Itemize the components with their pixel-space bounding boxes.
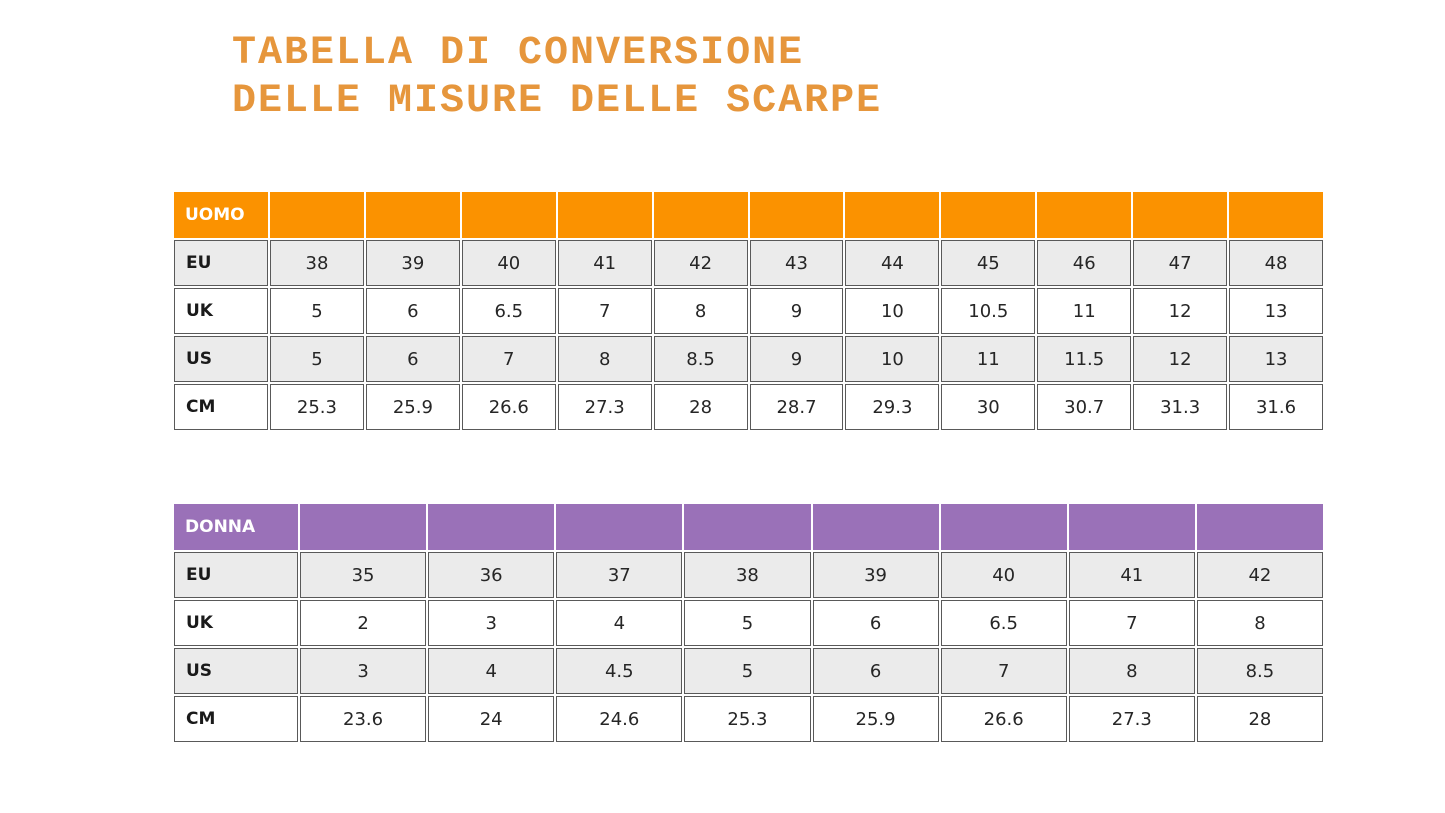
- size-value-cell: 44: [845, 240, 939, 286]
- size-value-cell: 38: [270, 240, 364, 286]
- table-header-row: [174, 192, 1323, 238]
- table-header-empty-cell: [1069, 504, 1195, 550]
- size-value-cell: 25.3: [270, 384, 364, 430]
- size-value-cell: 23.6: [300, 696, 426, 742]
- size-value-cell: 5: [684, 600, 810, 646]
- table-header-empty-cell: [462, 192, 556, 238]
- size-value-cell: 8: [1197, 600, 1323, 646]
- size-table-donna: [172, 502, 1325, 744]
- size-value-cell: 9: [750, 336, 844, 382]
- size-value-cell: 24.6: [556, 696, 682, 742]
- size-value-cell: 28: [654, 384, 748, 430]
- size-value-cell: 25.9: [813, 696, 939, 742]
- row-label: UK: [174, 288, 268, 334]
- size-value-cell: 13: [1229, 288, 1323, 334]
- table-header-empty-cell: [556, 504, 682, 550]
- size-value-cell: 10: [845, 288, 939, 334]
- size-value-cell: 30.7: [1037, 384, 1131, 430]
- page-title: [232, 30, 882, 126]
- size-value-cell: 29.3: [845, 384, 939, 430]
- size-value-cell: 5: [270, 288, 364, 334]
- size-value-cell: 27.3: [558, 384, 652, 430]
- size-value-cell: 3: [300, 648, 426, 694]
- size-value-cell: 46: [1037, 240, 1131, 286]
- size-value-cell: 42: [1197, 552, 1323, 598]
- row-label: EU: [174, 240, 268, 286]
- size-value-cell: 40: [462, 240, 556, 286]
- table-row: [174, 648, 1323, 694]
- table-row: [174, 696, 1323, 742]
- size-value-cell: 41: [1069, 552, 1195, 598]
- size-value-cell: 8.5: [654, 336, 748, 382]
- size-value-cell: 8: [1069, 648, 1195, 694]
- size-value-cell: 7: [941, 648, 1067, 694]
- size-value-cell: 47: [1133, 240, 1227, 286]
- size-value-cell: 45: [941, 240, 1035, 286]
- table-header-empty-cell: [1229, 192, 1323, 238]
- table-header-row: [174, 504, 1323, 550]
- size-value-cell: 24: [428, 696, 554, 742]
- table-header-empty-cell: [654, 192, 748, 238]
- size-value-cell: 9: [750, 288, 844, 334]
- size-value-cell: 25.3: [684, 696, 810, 742]
- table-header-empty-cell: [813, 504, 939, 550]
- size-value-cell: 6.5: [462, 288, 556, 334]
- table-title-cell: DONNA: [174, 504, 298, 550]
- table-row: [174, 288, 1323, 334]
- size-value-cell: 42: [654, 240, 748, 286]
- size-value-cell: 4: [556, 600, 682, 646]
- table-header-empty-cell: [750, 192, 844, 238]
- size-value-cell: 6: [813, 600, 939, 646]
- size-value-cell: 31.6: [1229, 384, 1323, 430]
- size-value-cell: 28: [1197, 696, 1323, 742]
- size-value-cell: 31.3: [1133, 384, 1227, 430]
- size-value-cell: 28.7: [750, 384, 844, 430]
- table-header-empty-cell: [845, 192, 939, 238]
- size-value-cell: 5: [270, 336, 364, 382]
- row-label: CM: [174, 384, 268, 430]
- size-value-cell: 11: [1037, 288, 1131, 334]
- size-value-cell: 10: [845, 336, 939, 382]
- row-label: US: [174, 336, 268, 382]
- size-value-cell: 43: [750, 240, 844, 286]
- size-value-cell: 8: [654, 288, 748, 334]
- size-value-cell: 25.9: [366, 384, 460, 430]
- size-table-uomo: [172, 190, 1325, 432]
- row-label: CM: [174, 696, 298, 742]
- table-header-empty-cell: [428, 504, 554, 550]
- size-value-cell: 11.5: [1037, 336, 1131, 382]
- table-header-empty-cell: [684, 504, 810, 550]
- table-row: [174, 384, 1323, 430]
- size-value-cell: 6: [366, 336, 460, 382]
- table-header-empty-cell: [558, 192, 652, 238]
- size-value-cell: 13: [1229, 336, 1323, 382]
- table-row: [174, 336, 1323, 382]
- table-header-empty-cell: [300, 504, 426, 550]
- size-value-cell: 2: [300, 600, 426, 646]
- size-value-cell: 41: [558, 240, 652, 286]
- row-label: US: [174, 648, 298, 694]
- size-value-cell: 26.6: [462, 384, 556, 430]
- size-value-cell: 8.5: [1197, 648, 1323, 694]
- size-value-cell: 39: [813, 552, 939, 598]
- row-label: EU: [174, 552, 298, 598]
- size-value-cell: 4: [428, 648, 554, 694]
- table-row: [174, 600, 1323, 646]
- size-value-cell: 36: [428, 552, 554, 598]
- table-row: [174, 552, 1323, 598]
- size-value-cell: 10.5: [941, 288, 1035, 334]
- table-title-cell: UOMO: [174, 192, 268, 238]
- size-value-cell: 7: [462, 336, 556, 382]
- table-header-empty-cell: [1197, 504, 1323, 550]
- size-value-cell: 40: [941, 552, 1067, 598]
- size-value-cell: 6: [366, 288, 460, 334]
- size-value-cell: 7: [558, 288, 652, 334]
- size-value-cell: 12: [1133, 288, 1227, 334]
- page-title-line-1: TABELLA DI CONVERSIONE: [232, 31, 805, 76]
- size-value-cell: 6.5: [941, 600, 1067, 646]
- table-header-empty-cell: [941, 504, 1067, 550]
- table-header-empty-cell: [270, 192, 364, 238]
- size-value-cell: 39: [366, 240, 460, 286]
- size-value-cell: 5: [684, 648, 810, 694]
- table-header-empty-cell: [1037, 192, 1131, 238]
- row-label: UK: [174, 600, 298, 646]
- size-value-cell: 7: [1069, 600, 1195, 646]
- size-value-cell: 26.6: [941, 696, 1067, 742]
- size-value-cell: 8: [558, 336, 652, 382]
- size-value-cell: 30: [941, 384, 1035, 430]
- size-value-cell: 3: [428, 600, 554, 646]
- size-value-cell: 11: [941, 336, 1035, 382]
- table-header-empty-cell: [941, 192, 1035, 238]
- table-row: [174, 240, 1323, 286]
- size-value-cell: 48: [1229, 240, 1323, 286]
- size-value-cell: 6: [813, 648, 939, 694]
- page-title-line-2: DELLE MISURE DELLE SCARPE: [232, 79, 883, 124]
- size-value-cell: 38: [684, 552, 810, 598]
- size-value-cell: 27.3: [1069, 696, 1195, 742]
- size-value-cell: 35: [300, 552, 426, 598]
- table-header-empty-cell: [366, 192, 460, 238]
- table-header-empty-cell: [1133, 192, 1227, 238]
- size-value-cell: 37: [556, 552, 682, 598]
- size-value-cell: 4.5: [556, 648, 682, 694]
- size-value-cell: 12: [1133, 336, 1227, 382]
